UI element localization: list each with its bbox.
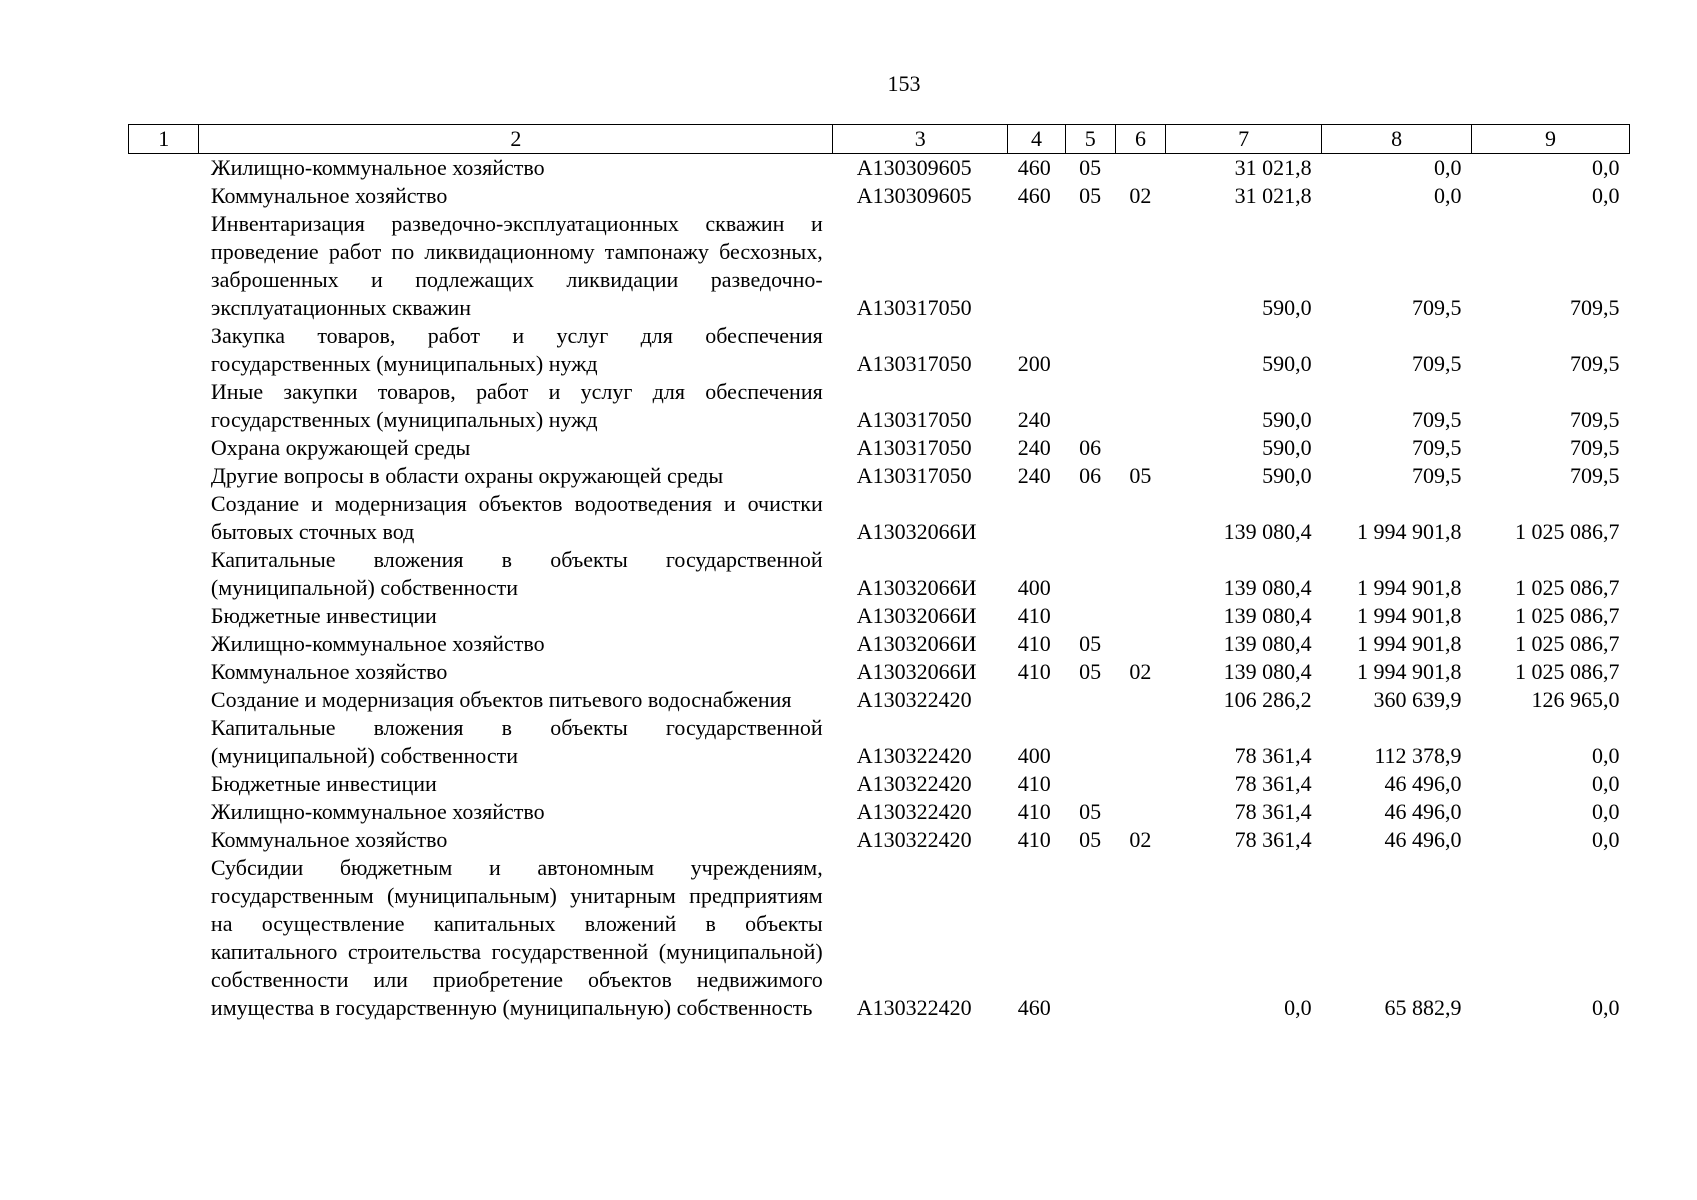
- amount-col-7: 139 080,4: [1223, 631, 1312, 656]
- subsection-code: [1115, 630, 1165, 658]
- subsection-code: [1115, 714, 1165, 770]
- cell-col-1: [129, 378, 199, 434]
- cell-col-1: [129, 154, 199, 183]
- target-code: А13032066И: [856, 659, 977, 684]
- table-row: [129, 686, 1630, 714]
- item-name: Субсидии бюджетным и автономным учреждениям, государственным (муниципальным) унитарным предприятиям на осуществление капитальных вложений в объекты капитального строительства государственной (муниципальной) собственности или приобретение объектов недвижимого имущества в государственную (муниципальную) собственность: [210, 855, 823, 1020]
- section-code: [1065, 378, 1115, 434]
- item-name: Жилищно-коммунальное хозяйство: [210, 799, 545, 824]
- amount-col-7: 590,0: [1262, 463, 1312, 488]
- amount-col-9: 709,5: [1570, 407, 1620, 432]
- expense-type: 240: [1017, 435, 1051, 460]
- target-code: А13032066И: [856, 575, 977, 600]
- item-name: Капитальные вложения в объекты государственной (муниципальной) собственности: [210, 715, 823, 768]
- subsection-code: [1115, 322, 1165, 378]
- subsection-code: [1115, 602, 1165, 630]
- table-row: [129, 714, 1630, 770]
- section-code: 05: [1079, 659, 1102, 684]
- target-code: А130317050: [856, 435, 972, 460]
- table-row: [129, 658, 1630, 686]
- section-code: 05: [1079, 631, 1102, 656]
- table-row: [129, 210, 1630, 322]
- item-name: Коммунальное хозяйство: [210, 659, 448, 684]
- target-code: А130317050: [856, 295, 972, 320]
- amount-col-7: 31 021,8: [1234, 155, 1312, 180]
- subsection-code: [1115, 210, 1165, 322]
- target-code: А130322420: [856, 827, 972, 852]
- amount-col-7: 590,0: [1262, 435, 1312, 460]
- table-row: [129, 322, 1630, 378]
- amount-col-8: 46 496,0: [1384, 827, 1462, 852]
- table-row: [129, 798, 1630, 826]
- table-row: [129, 182, 1630, 210]
- amount-col-8: 709,5: [1412, 351, 1462, 376]
- amount-col-9: 0,0: [1592, 799, 1620, 824]
- expense-type: 400: [1017, 743, 1051, 768]
- amount-col-7: 31 021,8: [1234, 183, 1312, 208]
- item-name: Коммунальное хозяйство: [210, 827, 448, 852]
- section-code: [1065, 686, 1115, 714]
- subsection-code: 05: [1129, 463, 1152, 488]
- amount-col-9: 709,5: [1570, 351, 1620, 376]
- expense-type: 410: [1017, 603, 1051, 628]
- expense-type: 460: [1017, 155, 1051, 180]
- header-col-9: 9: [1472, 125, 1630, 154]
- table-row: [129, 854, 1630, 1022]
- budget-table: [128, 124, 1630, 1022]
- amount-col-9: 1 025 086,7: [1515, 631, 1620, 656]
- expense-type: 410: [1017, 771, 1051, 796]
- amount-col-9: 0,0: [1592, 183, 1620, 208]
- cell-col-1: [129, 210, 199, 322]
- amount-col-9: 1 025 086,7: [1515, 659, 1620, 684]
- section-code: 06: [1079, 435, 1102, 460]
- cell-col-1: [129, 462, 199, 490]
- section-code: [1065, 210, 1115, 322]
- amount-col-8: 1 994 901,8: [1357, 519, 1462, 544]
- table-row: [129, 546, 1630, 602]
- subsection-code: [1115, 434, 1165, 462]
- header-col-1: 1: [129, 125, 199, 154]
- amount-col-9: 0,0: [1592, 771, 1620, 796]
- header-row: [129, 125, 1630, 154]
- section-code: [1065, 322, 1115, 378]
- header-col-7: 7: [1166, 125, 1322, 154]
- item-name: Охрана окружающей среды: [210, 435, 471, 460]
- table-body: [129, 154, 1630, 1023]
- expense-type: 400: [1017, 575, 1051, 600]
- item-name: Создание и модернизация объектов питьевого водоснабжения: [210, 687, 792, 712]
- amount-col-8: 0,0: [1434, 183, 1462, 208]
- amount-col-8: 46 496,0: [1384, 771, 1462, 796]
- subsection-code: [1115, 546, 1165, 602]
- table-row: [129, 434, 1630, 462]
- amount-col-8: 46 496,0: [1384, 799, 1462, 824]
- item-name: Жилищно-коммунальное хозяйство: [210, 155, 545, 180]
- cell-col-1: [129, 434, 199, 462]
- amount-col-7: 106 286,2: [1223, 687, 1312, 712]
- expense-type: 410: [1017, 827, 1051, 852]
- target-code: А13032066И: [856, 519, 977, 544]
- amount-col-9: 0,0: [1592, 995, 1620, 1020]
- amount-col-8: 709,5: [1412, 407, 1462, 432]
- amount-col-8: 1 994 901,8: [1357, 575, 1462, 600]
- cell-col-1: [129, 630, 199, 658]
- subsection-code: [1115, 854, 1165, 1022]
- section-code: [1065, 714, 1115, 770]
- subsection-code: [1115, 378, 1165, 434]
- item-name: Жилищно-коммунальное хозяйство: [210, 631, 545, 656]
- amount-col-7: 590,0: [1262, 407, 1312, 432]
- subsection-code: [1115, 490, 1165, 546]
- header-col-6: 6: [1115, 125, 1165, 154]
- target-code: А130322420: [856, 743, 972, 768]
- amount-col-8: 0,0: [1434, 155, 1462, 180]
- table-row: [129, 490, 1630, 546]
- expense-type: [1008, 686, 1065, 714]
- subsection-code: 02: [1129, 827, 1152, 852]
- header-col-4: 4: [1008, 125, 1065, 154]
- amount-col-9: 126 965,0: [1531, 687, 1620, 712]
- subsection-code: [1115, 798, 1165, 826]
- amount-col-9: 709,5: [1570, 295, 1620, 320]
- cell-col-1: [129, 686, 199, 714]
- amount-col-8: 112 378,9: [1374, 743, 1462, 768]
- item-name: Иные закупки товаров, работ и услуг для обеспечения государственных (муниципальных) нужд: [210, 379, 823, 432]
- target-code: А130317050: [856, 351, 972, 376]
- amount-col-9: 1 025 086,7: [1515, 519, 1620, 544]
- amount-col-8: 709,5: [1412, 435, 1462, 460]
- table-row: [129, 826, 1630, 854]
- amount-col-8: 1 994 901,8: [1357, 659, 1462, 684]
- section-code: 05: [1079, 155, 1102, 180]
- cell-col-1: [129, 658, 199, 686]
- amount-col-7: 590,0: [1262, 295, 1312, 320]
- target-code: А13032066И: [856, 603, 977, 628]
- expense-type: 410: [1017, 799, 1051, 824]
- expense-type: 240: [1017, 407, 1051, 432]
- amount-col-8: 709,5: [1412, 295, 1462, 320]
- page-number: 153: [887, 71, 921, 96]
- table-row: [129, 630, 1630, 658]
- target-code: А130322420: [856, 799, 972, 824]
- section-code: [1065, 490, 1115, 546]
- target-code: А13032066И: [856, 631, 977, 656]
- amount-col-7: 78 361,4: [1234, 827, 1312, 852]
- table-row: [129, 770, 1630, 798]
- expense-type: 200: [1017, 351, 1051, 376]
- expense-type: 460: [1017, 995, 1051, 1020]
- table-row: [129, 602, 1630, 630]
- table-row: [129, 378, 1630, 434]
- amount-col-7: 590,0: [1262, 351, 1312, 376]
- cell-col-1: [129, 546, 199, 602]
- amount-col-9: 709,5: [1570, 463, 1620, 488]
- cell-col-1: [129, 854, 199, 1022]
- cell-col-1: [129, 826, 199, 854]
- amount-col-8: 65 882,9: [1384, 995, 1462, 1020]
- amount-col-8: 1 994 901,8: [1357, 603, 1462, 628]
- amount-col-7: 0,0: [1284, 995, 1312, 1020]
- amount-col-8: 360 639,9: [1373, 687, 1462, 712]
- section-code: [1065, 546, 1115, 602]
- amount-col-9: 0,0: [1592, 827, 1620, 852]
- header-col-3: 3: [833, 125, 1008, 154]
- subsection-code: 02: [1129, 659, 1152, 684]
- target-code: А130309605: [856, 155, 972, 180]
- expense-type: 460: [1017, 183, 1051, 208]
- section-code: [1065, 602, 1115, 630]
- cell-col-1: [129, 602, 199, 630]
- section-code: 05: [1079, 183, 1102, 208]
- subsection-code: [1115, 686, 1165, 714]
- cell-col-1: [129, 770, 199, 798]
- amount-col-9: 1 025 086,7: [1515, 603, 1620, 628]
- item-name: Коммунальное хозяйство: [210, 183, 448, 208]
- budget-table-container: [128, 124, 1630, 1022]
- amount-col-7: 139 080,4: [1223, 519, 1312, 544]
- table-row: [129, 462, 1630, 490]
- table-header: [129, 125, 1630, 154]
- amount-col-9: 1 025 086,7: [1515, 575, 1620, 600]
- header-col-5: 5: [1065, 125, 1115, 154]
- amount-col-7: 139 080,4: [1223, 659, 1312, 684]
- amount-col-9: 709,5: [1570, 435, 1620, 460]
- amount-col-8: 709,5: [1412, 463, 1462, 488]
- header-col-2: 2: [199, 125, 833, 154]
- amount-col-7: 78 361,4: [1234, 743, 1312, 768]
- target-code: А130322420: [856, 771, 972, 796]
- subsection-code: 02: [1129, 183, 1152, 208]
- target-code: А130317050: [856, 463, 972, 488]
- item-name: Капитальные вложения в объекты государственной (муниципальной) собственности: [210, 547, 823, 600]
- cell-col-1: [129, 490, 199, 546]
- item-name: Бюджетные инвестиции: [210, 603, 437, 628]
- target-code: А130309605: [856, 183, 972, 208]
- amount-col-7: 78 361,4: [1234, 771, 1312, 796]
- header-col-8: 8: [1322, 125, 1472, 154]
- amount-col-8: 1 994 901,8: [1357, 631, 1462, 656]
- target-code: А130322420: [856, 995, 972, 1020]
- amount-col-7: 78 361,4: [1234, 799, 1312, 824]
- amount-col-9: 0,0: [1592, 743, 1620, 768]
- section-code: 05: [1079, 827, 1102, 852]
- section-code: [1065, 854, 1115, 1022]
- section-code: 05: [1079, 799, 1102, 824]
- cell-col-1: [129, 714, 199, 770]
- expense-type: [1008, 210, 1065, 322]
- section-code: 06: [1079, 463, 1102, 488]
- cell-col-1: [129, 798, 199, 826]
- subsection-code: [1115, 770, 1165, 798]
- subsection-code: [1115, 154, 1165, 183]
- item-name: Бюджетные инвестиции: [210, 771, 437, 796]
- table-row: [129, 154, 1630, 183]
- target-code: А130317050: [856, 407, 972, 432]
- cell-col-1: [129, 182, 199, 210]
- item-name: Создание и модернизация объектов водоотведения и очистки бытовых сточных вод: [210, 491, 823, 544]
- item-name: Инвентаризация разведочно-эксплуатационных скважин и проведение работ по ликвидационному тампонажу бесхозных, заброшенных и подлежащих ликвидации разведочно-эксплуатационных скважин: [210, 211, 823, 320]
- expense-type: 410: [1017, 659, 1051, 684]
- amount-col-9: 0,0: [1592, 155, 1620, 180]
- item-name: Другие вопросы в области охраны окружающей среды: [210, 463, 724, 488]
- expense-type: [1008, 490, 1065, 546]
- target-code: А130322420: [856, 687, 972, 712]
- amount-col-7: 139 080,4: [1223, 575, 1312, 600]
- expense-type: 410: [1017, 631, 1051, 656]
- section-code: [1065, 770, 1115, 798]
- cell-col-1: [129, 322, 199, 378]
- expense-type: 240: [1017, 463, 1051, 488]
- amount-col-7: 139 080,4: [1223, 603, 1312, 628]
- item-name: Закупка товаров, работ и услуг для обеспечения государственных (муниципальных) нужд: [210, 323, 823, 376]
